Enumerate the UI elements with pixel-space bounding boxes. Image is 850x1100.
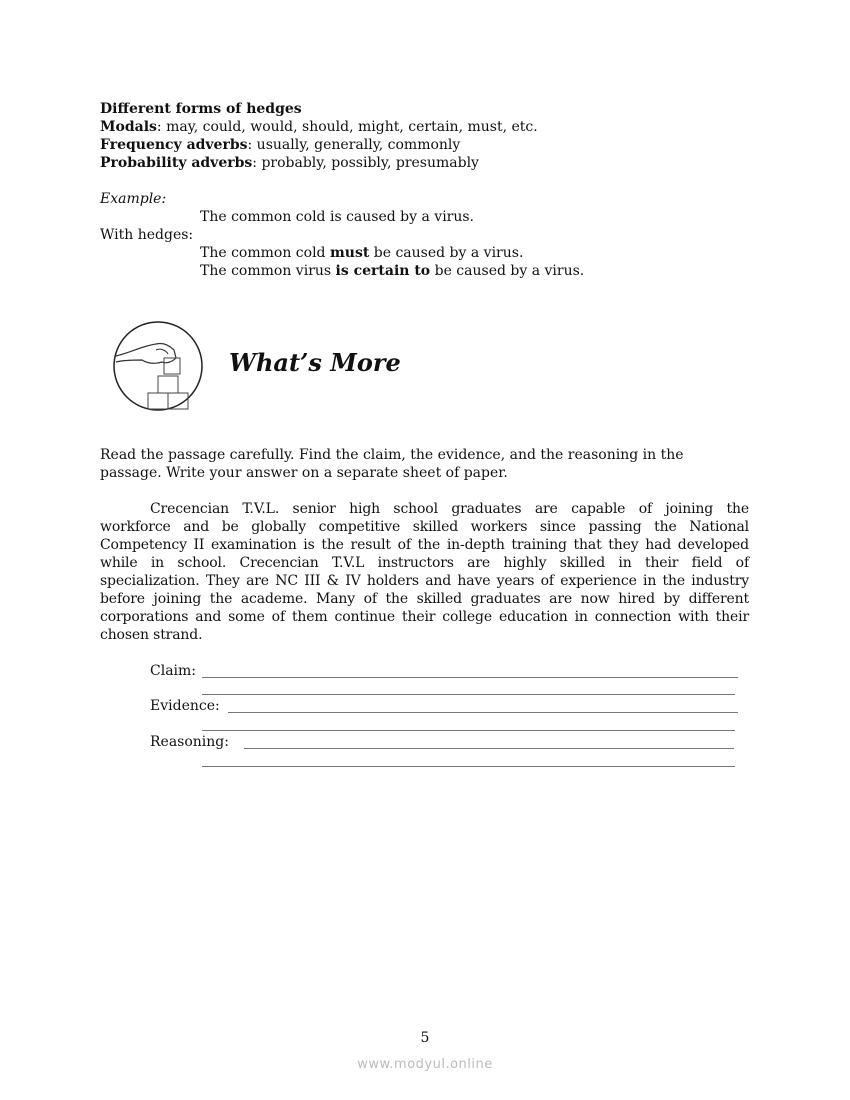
instructions-line-2: passage. Write your answer on a separate sheet of paper. <box>100 465 508 481</box>
passage-line: before joining the academe. Many of the skilled graduates are now hired by different <box>100 591 749 607</box>
passage-line: Competency II examination is the result of the in-depth training that they had developed <box>100 537 749 553</box>
hedged-sentence-2: The common virus is certain to be caused by a virus. <box>200 263 585 279</box>
reasoning-label: Reasoning: <box>150 734 229 750</box>
passage-line: Crecencian T.V.L. senior high school graduates are capable of joining the <box>150 501 749 517</box>
hedge-modals: Modals: may, could, would, should, might, certain, must, etc. <box>100 119 538 135</box>
passage-line: chosen strand. <box>100 627 203 643</box>
watermark: www.modyul.online <box>357 1057 493 1072</box>
instructions-line-1: Read the passage carefully. Find the claim, the evidence, and the reasoning in the <box>100 447 684 463</box>
with-hedges-label: With hedges: <box>100 227 194 243</box>
passage-line: while in school. Crecencian T.V.L instructors are highly skilled in their field of <box>100 555 749 571</box>
page-number: 5 <box>420 1030 430 1046</box>
hand-stacking-blocks-icon <box>112 320 204 412</box>
example-sentence: The common cold is caused by a virus. <box>200 209 475 225</box>
claim-label: Claim: <box>150 663 197 679</box>
evidence-answer-line-2[interactable] <box>202 730 735 731</box>
hedges-title: Different forms of hedges <box>100 101 302 117</box>
example-label: Example: <box>100 191 167 207</box>
section-title: What’s More <box>229 348 401 377</box>
hedge-frequency: Frequency adverbs: usually, generally, commonly <box>100 137 461 153</box>
hedge-probability: Probability adverbs: probably, possibly, presumably <box>100 155 479 171</box>
claim-answer-line[interactable] <box>202 677 738 678</box>
passage-line: specialization. They are NC III & IV holders and have years of experience in the industry <box>100 573 749 589</box>
hedged-sentence-1: The common cold must be caused by a virus. <box>200 245 524 261</box>
evidence-label: Evidence: <box>150 698 220 714</box>
reasoning-answer-line[interactable] <box>244 748 734 749</box>
passage-line: corporations and some of them continue their college education in connection with their <box>100 609 749 625</box>
claim-answer-line-2[interactable] <box>202 694 735 695</box>
passage-line: workforce and be globally competitive skilled workers since passing the National <box>100 519 749 535</box>
reasoning-answer-line-2[interactable] <box>202 766 735 767</box>
evidence-answer-line[interactable] <box>228 712 738 713</box>
